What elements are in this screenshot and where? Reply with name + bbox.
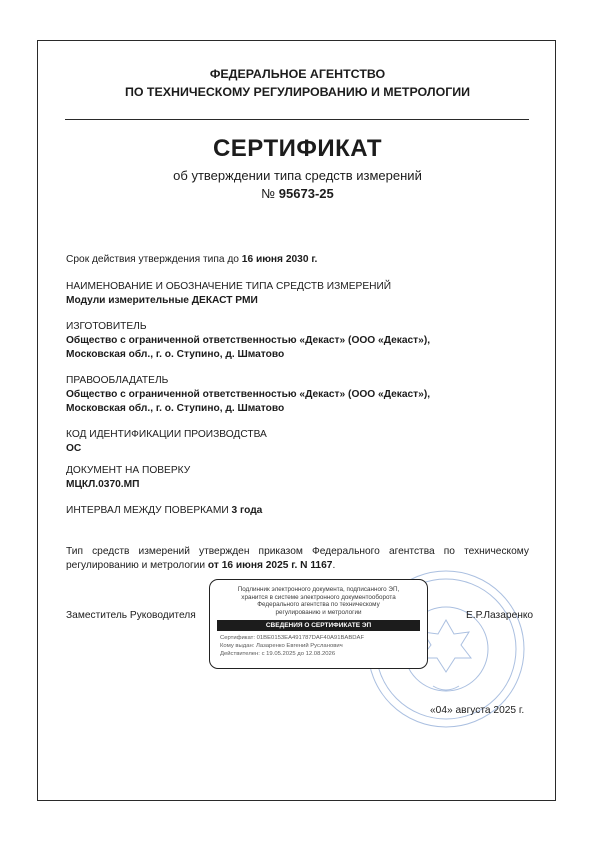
manufacturer-line-2: Московская обл., г. о. Ступино, д. Шматово	[66, 349, 285, 360]
stamp-line-3: Федерального агентства по техническому	[257, 601, 380, 608]
stamp-line-4: регулированию и метрологии	[275, 608, 362, 616]
header-divider	[65, 119, 529, 120]
name-value: Модули измерительные ДЕКАСТ РМИ	[66, 295, 258, 306]
certificate-title: СЕРТИФИКАТ	[212, 135, 383, 162]
production-code-value: ОС	[66, 443, 82, 454]
rightholder-heading: ПРАВООБЛАДАТЕЛЬ	[66, 375, 169, 386]
stamp-certificate-banner: СВЕДЕНИЯ О СЕРТИФИКАТЕ ЭП	[217, 620, 420, 631]
manufacturer-heading: ИЗГОТОВИТЕЛЬ	[66, 321, 147, 332]
rightholder-line-2: Московская обл., г. о. Ступино, д. Шматово	[66, 403, 285, 414]
stamp-certificate-owner: Кому выдан: Лазаренко Евгений Русланович	[220, 643, 343, 649]
rightholder-line-1: Общество с ограниченной ответственностью «Декаст» (ООО «Декаст»),	[66, 389, 431, 400]
certificate-number-prefix: №	[261, 186, 279, 201]
stamp-certificate-serial: Сертификат: 01BE0153EA491787DAF40A91BABDAF	[220, 635, 365, 641]
electronic-signature-stamp	[209, 579, 428, 669]
stamp-line-1: Подлинник электронного документа, подписанного ЭП,	[237, 586, 400, 593]
agency-name-line-2: ПО ТЕХНИЧЕСКОМУ РЕГУЛИРОВАНИЮ И МЕТРОЛОГИИ	[124, 85, 471, 99]
interval-line	[66, 504, 262, 518]
interval-value: 3 года	[231, 505, 263, 516]
issue-date: «04» августа 2025 г.	[430, 705, 525, 716]
verification-doc-value: МЦКЛ.0370.МП	[66, 479, 140, 490]
order-end: .	[332, 560, 336, 571]
production-code-heading: КОД ИДЕНТИФИКАЦИИ ПРОИЗВОДСТВА	[66, 429, 267, 440]
interval-label: ИНТЕРВАЛ МЕЖДУ ПОВЕРКАМИ	[66, 505, 232, 516]
stamp-line-2: хранится в системе электронного документооборота	[241, 593, 396, 601]
stamp-certificate-validity: Действителен: с 19.05.2025 до 12.08.2026	[220, 651, 336, 657]
order-reference: от 16 июня 2025 г. N 1167	[207, 560, 333, 571]
certificate-number	[0, 186, 595, 201]
name-heading: НАИМЕНОВАНИЕ И ОБОЗНАЧЕНИЕ ТИПА СРЕДСТВ ИЗМЕРЕНИЙ	[66, 281, 392, 292]
agency-name-line-1: ФЕДЕРАЛЬНОЕ АГЕНТСТВО	[209, 67, 386, 81]
validity-label: Срок действия утверждения типа до	[66, 254, 242, 265]
validity-line	[66, 253, 317, 267]
manufacturer-line-1: Общество с ограниченной ответственностью «Декаст» (ООО «Декаст»),	[66, 335, 431, 346]
order-text: Тип средств измерений утвержден приказом Федерального агентства по техническому регулированию и метрологии	[66, 546, 529, 571]
certificate-subtitle: об утверждении типа средств измерений	[173, 168, 422, 183]
signer-name: Е.Р.Лазаренко	[466, 610, 534, 621]
validity-date: 16 июня 2030 г.	[241, 254, 318, 265]
verification-doc-heading: ДОКУМЕНТ НА ПОВЕРКУ	[66, 465, 191, 476]
certificate-number-value: 95673-25	[278, 186, 334, 201]
signer-position: Заместитель Руководителя	[66, 610, 196, 621]
